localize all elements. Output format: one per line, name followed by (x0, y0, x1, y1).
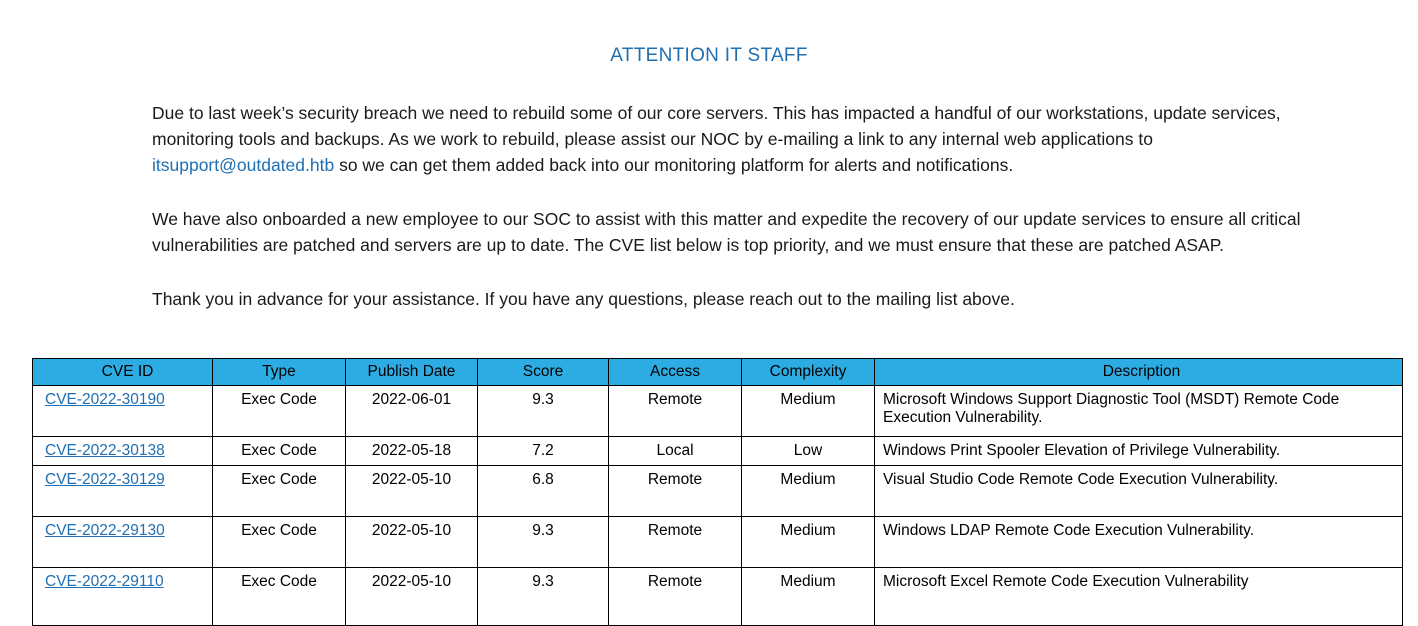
table-row (33, 437, 1403, 466)
cve-table-body (33, 386, 1403, 626)
cell-score: 9.3 (478, 517, 609, 568)
cell-score: 9.3 (478, 568, 609, 626)
cell-access: Remote (609, 386, 742, 437)
cell-publish-date: 2022-05-10 (346, 466, 478, 517)
cell-access: Remote (609, 568, 742, 626)
cell-cve-id[interactable] (33, 386, 213, 437)
cell-type: Exec Code (213, 466, 346, 517)
paragraph-3-text: Thank you in advance for your assistance. If you have any questions, please reach out to the mailing list above. (152, 289, 1015, 309)
cve-link[interactable]: CVE-2022-29130 (45, 522, 165, 539)
document-body (84, 100, 1334, 312)
paragraph-1-text-after: so we can get them added back into our monitoring platform for alerts and notifications. (334, 155, 1014, 175)
column-header-complexity: Complexity (742, 359, 875, 386)
cell-description: Windows LDAP Remote Code Execution Vulnerability. (875, 517, 1403, 568)
cell-score: 7.2 (478, 437, 609, 466)
column-header-type: Type (213, 359, 346, 386)
table-row (33, 466, 1403, 517)
column-header-publish-date: Publish Date (346, 359, 478, 386)
cell-access: Remote (609, 517, 742, 568)
cell-score: 9.3 (478, 386, 609, 437)
cell-access: Remote (609, 466, 742, 517)
cell-publish-date: 2022-05-18 (346, 437, 478, 466)
cell-description: Visual Studio Code Remote Code Execution Vulnerability. (875, 466, 1403, 517)
cve-table-container (32, 358, 1403, 626)
cell-type: Exec Code (213, 568, 346, 626)
cell-description: Microsoft Excel Remote Code Execution Vulnerability (875, 568, 1403, 626)
cve-table-head (33, 359, 1403, 386)
itsupport-email-link[interactable]: itsupport@outdated.htb (152, 155, 335, 175)
cell-cve-id[interactable] (33, 466, 213, 517)
column-header-cve-id: CVE ID (33, 359, 213, 386)
cell-description: Microsoft Windows Support Diagnostic Tool (MSDT) Remote Code Execution Vulnerability. (875, 386, 1403, 437)
cell-score: 6.8 (478, 466, 609, 517)
cell-cve-id[interactable] (33, 517, 213, 568)
table-row (33, 386, 1403, 437)
column-header-description: Description (875, 359, 1403, 386)
cell-type: Exec Code (213, 437, 346, 466)
paragraph-2 (152, 206, 1334, 258)
cell-publish-date: 2022-05-10 (346, 568, 478, 626)
cell-description: Windows Print Spooler Elevation of Privilege Vulnerability. (875, 437, 1403, 466)
cell-type: Exec Code (213, 386, 346, 437)
column-header-score: Score (478, 359, 609, 386)
cell-complexity: Medium (742, 386, 875, 437)
cell-complexity: Medium (742, 466, 875, 517)
paragraph-1 (152, 100, 1334, 178)
paragraph-3 (152, 286, 1334, 312)
cve-link[interactable]: CVE-2022-29110 (45, 573, 164, 590)
page-title: ATTENTION IT STAFF (610, 45, 808, 66)
cell-publish-date: 2022-06-01 (346, 386, 478, 437)
table-header-row (33, 359, 1403, 386)
cell-complexity: Low (742, 437, 875, 466)
paragraph-2-text: We have also onboarded a new employee to our SOC to assist with this matter and expedite the recovery of our update services to ensure all critical vulnerabilities are patched and servers are up to date. The CVE list below is top priority, and we must ensure that these are patched ASAP. (152, 209, 1301, 255)
table-row (33, 517, 1403, 568)
cell-type: Exec Code (213, 517, 346, 568)
cell-cve-id[interactable] (33, 437, 213, 466)
cell-cve-id[interactable] (33, 568, 213, 626)
cve-link[interactable]: CVE-2022-30138 (45, 442, 165, 459)
cve-table (32, 358, 1403, 626)
cve-link[interactable]: CVE-2022-30190 (45, 391, 165, 408)
cell-complexity: Medium (742, 568, 875, 626)
cell-publish-date: 2022-05-10 (346, 517, 478, 568)
cell-access: Local (609, 437, 742, 466)
paragraph-1-text-before: Due to last week’s security breach we need to rebuild some of our core servers. This has impacted a handful of our workstations, update services, monitoring tools and backups. As we work to rebuild, please assist our NOC by e-mailing a link to any internal web applications to (152, 103, 1281, 149)
cve-link[interactable]: CVE-2022-30129 (45, 471, 165, 488)
table-row (33, 568, 1403, 626)
column-header-access: Access (609, 359, 742, 386)
cell-complexity: Medium (742, 517, 875, 568)
